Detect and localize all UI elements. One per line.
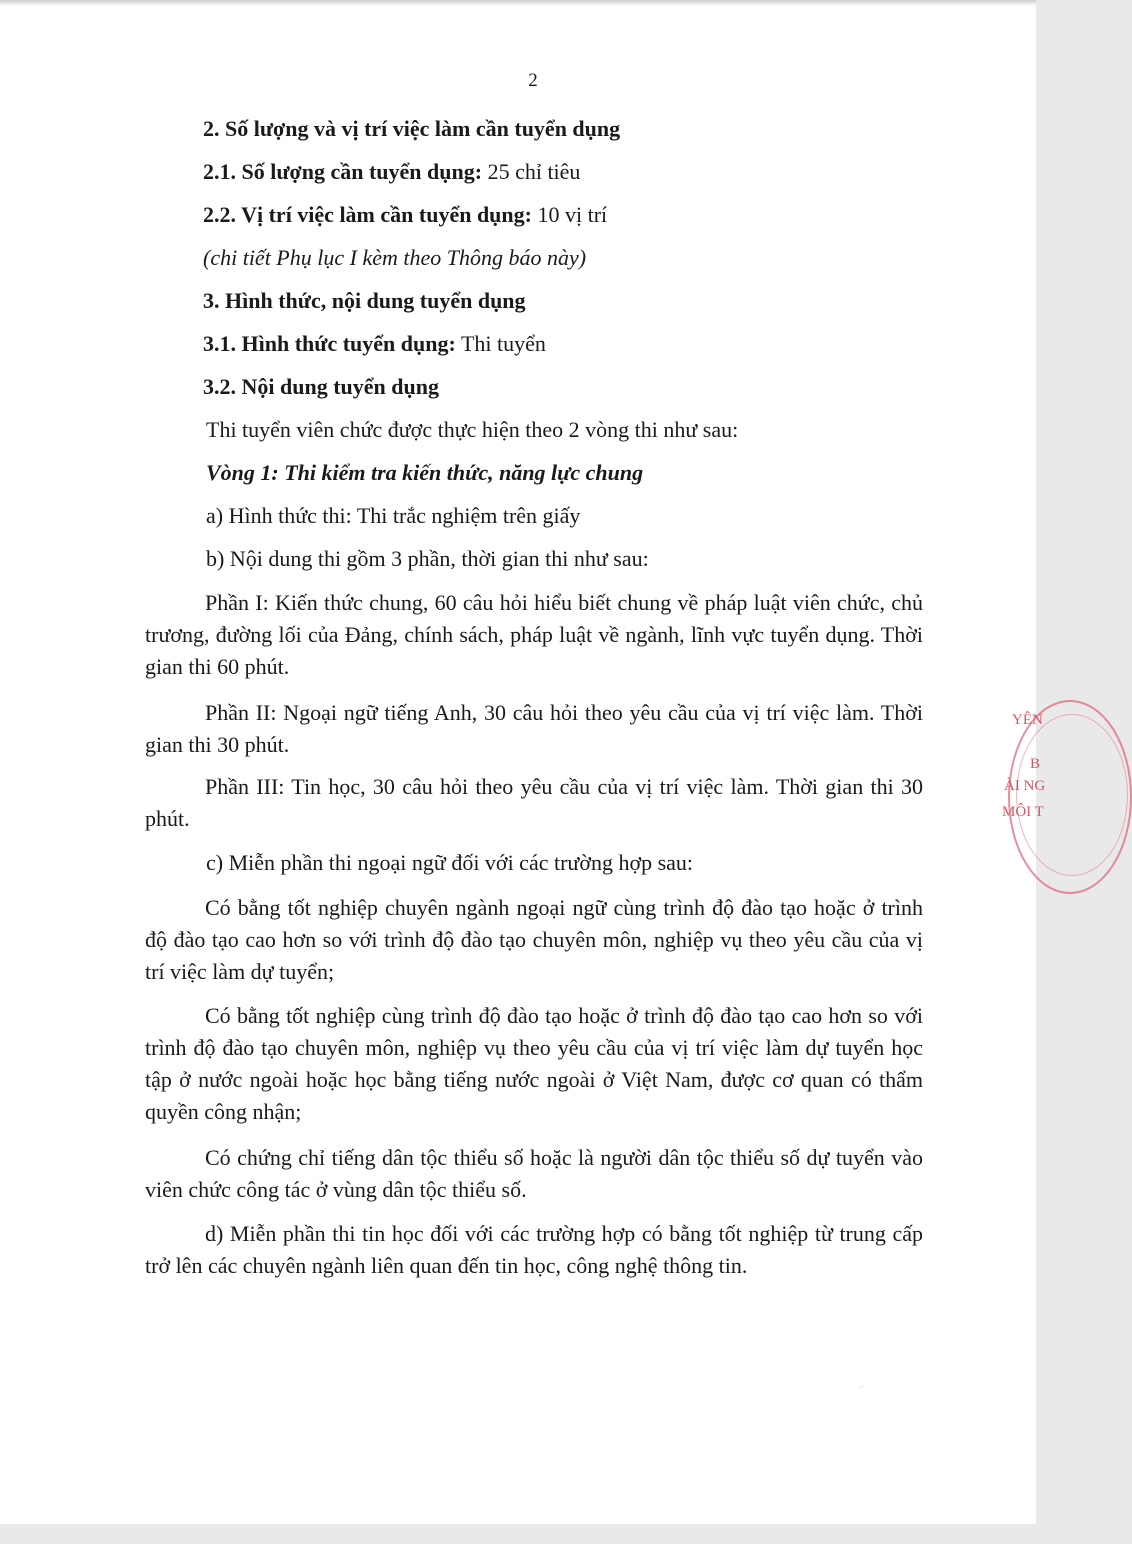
item-d-paragraph: d) Miễn phần thi tin học đối với các trường hợp có bằng tốt nghiệp từ trung cấp trở lên các chuyên ngành liên quan đến tin học, công nghệ thông tin. [145,1221,923,1278]
red-seal-stamp [990,690,1070,900]
item-2-1 [203,157,580,187]
appendix-note: (chi tiết Phụ lục I kèm theo Thông báo này) [203,245,587,270]
seal-text-4: MÔI T [1002,804,1044,820]
item-3-1-value: Thi tuyển [460,331,546,356]
part-2-paragraph: Phần II: Ngoại ngữ tiếng Anh, 30 câu hỏi theo yêu cầu của vị trí việc làm. Thời gian thi 30 phút. [145,700,923,757]
item-c: c) Miễn phần thi ngoại ngữ đối với các trường hợp sau: [206,850,694,875]
item-b: b) Nội dung thi gồm 3 phần, thời gian thi như sau: [206,546,649,571]
item-2-2-value: 10 vị trí [537,202,608,227]
item-2-1-value: 25 chỉ tiêu [487,159,581,184]
section-heading-3: 3. Hình thức, nội dung tuyển dụng [203,288,526,313]
item-3-1-label: 3.1. Hình thức tuyển dụng: [203,331,456,356]
item-2-1-label: 2.1. Số lượng cần tuyển dụng: [203,159,483,184]
exemption-1-paragraph: Có bằng tốt nghiệp chuyên ngành ngoại ngữ cùng trình độ đào tạo hoặc ở trình độ đào tạo cao hơn so với trình độ đào tạo chuyên môn, nghiệp vụ theo yêu cầu của vị trí việc làm dự tuyển; [145,895,923,984]
seal-text-3: ÀI NG [1004,778,1046,794]
exemption-2-paragraph: Có bằng tốt nghiệp cùng trình độ đào tạo hoặc ở trình độ đào tạo cao hơn so với trình độ đào tạo chuyên môn, nghiệp vụ theo yêu cầu của vị trí việc làm dự tuyển học tập ở nước ngoài hoặc học bằng tiếng nước ngoài ở Việt Nam, được cơ quan có thẩm quyền công nhận; [145,1003,923,1124]
page-number: 2 [528,70,538,91]
scan-speck: ·’ [858,1384,864,1393]
exemption-3-paragraph: Có chứng chỉ tiếng dân tộc thiểu số hoặc là người dân tộc thiểu số dự tuyển vào viên chức công tác ở vùng dân tộc thiểu số. [145,1145,923,1202]
part-3-paragraph: Phần III: Tin học, 30 câu hỏi theo yêu cầu của vị trí việc làm. Thời gian thi 30 phút. [145,774,923,831]
item-3-1 [203,329,546,359]
section-heading-2: 2. Số lượng và vị trí việc làm cần tuyển dụng [203,116,621,141]
item-2-2 [203,200,607,230]
item-2-2-label: 2.2. Vị trí việc làm cần tuyển dụng: [203,202,532,227]
item-a: a) Hình thức thi: Thi trắc nghiệm trên giấy [206,503,581,528]
round-1-heading: Vòng 1: Thi kiểm tra kiến thức, năng lực chung [206,460,644,485]
part-1-paragraph: Phần I: Kiến thức chung, 60 câu hỏi hiểu biết chung về pháp luật viên chức, chủ trương, đường lối của Đảng, chính sách, pháp luật về ngành, lĩnh vực tuyển dụng. Thời gian thi 60 phút. [145,590,923,679]
seal-inner-ring [1016,714,1128,876]
page-top-edge [0,0,1036,6]
section-heading-3-2: 3.2. Nội dung tuyển dụng [203,374,439,399]
seal-text-2: B [1030,756,1041,772]
intro-text: Thi tuyển viên chức được thực hiện theo 2 vòng thi như sau: [206,417,739,442]
seal-text-1: YÊN [1012,712,1043,728]
